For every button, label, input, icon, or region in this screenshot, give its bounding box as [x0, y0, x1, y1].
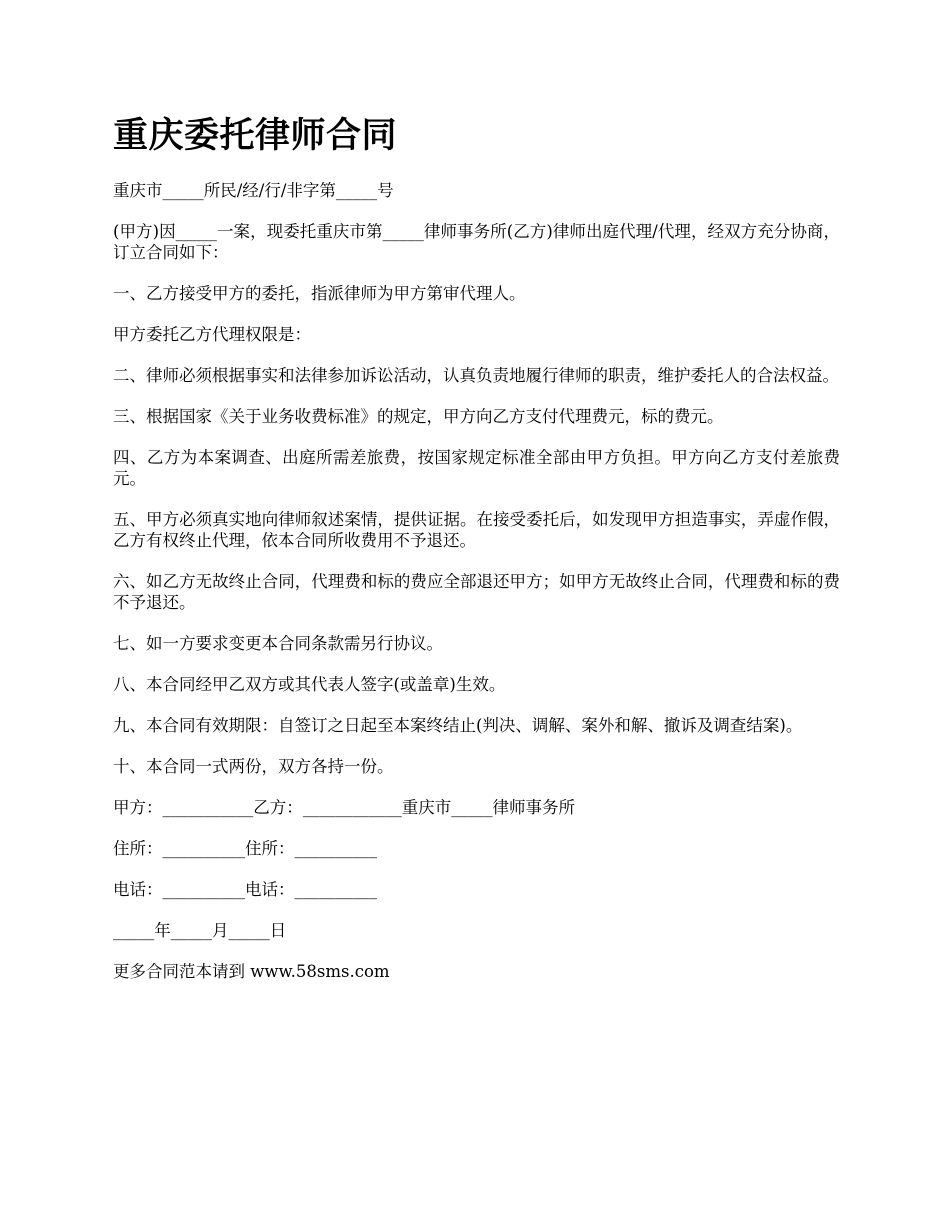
clause-5: 五、甲方必须真实地向律师叙述案情，提供证据。在接受委托后，如发现甲方担造事实，弄虚作假，乙方有权终止代理，依本合同所收费用不予退还。: [113, 510, 840, 550]
clause-10: 十、本合同一式两份，双方各持一份。: [113, 757, 394, 776]
address-line: 住所：__________住所：__________: [113, 839, 377, 858]
document-title: 重庆委托律师合同: [113, 116, 398, 156]
clause-2: 二、律师必须根据事实和法律参加诉讼活动，认真负责地履行律师的职责，维护委托人的合法权益。: [113, 366, 839, 385]
clause-1: 一、乙方接受甲方的委托，指派律师为甲方第审代理人。: [113, 284, 526, 303]
date-line: _____年_____月_____日: [113, 921, 287, 940]
party-signature-line: 甲方：___________乙方：____________重庆市_____律师事务所: [113, 798, 575, 817]
authority-scope-line: 甲方委托乙方代理权限是：: [113, 325, 311, 344]
clause-8: 八、本合同经甲乙双方或其代表人签字(或盖章)生效。: [113, 675, 506, 694]
preamble-paragraph: (甲方)因_____一案，现委托重庆市第_____律师事务所(乙方)律师出庭代理/代理，经双方充分协商，订立合同如下：: [113, 222, 840, 262]
clause-3: 三、根据国家《关于业务收费标准》的规定，甲方向乙方支付代理费元，标的费元。: [113, 407, 724, 426]
phone-line: 电话：__________电话：__________: [113, 880, 377, 899]
footer-more-templates: 更多合同范本请到 www.58sms.com: [113, 962, 390, 981]
clause-9: 九、本合同有效期限：自签订之日起至本案终结止(判决、调解、案外和解、撤诉及调查结案)。: [113, 716, 803, 735]
case-number-line: 重庆市_____所民/经/行/非字第_____号: [113, 181, 394, 200]
document-page: [113, 112, 840, 1002]
clause-4: 四、乙方为本案调查、出庭所需差旅费，按国家规定标准全部由甲方负担。甲方向乙方支付差旅费元。: [113, 448, 840, 488]
clause-6: 六、如乙方无故终止合同，代理费和标的费应全部退还甲方；如甲方无故终止合同，代理费和标的费不予退还。: [113, 572, 840, 612]
clause-7: 七、如一方要求变更本合同条款需另行协议。: [113, 634, 443, 653]
